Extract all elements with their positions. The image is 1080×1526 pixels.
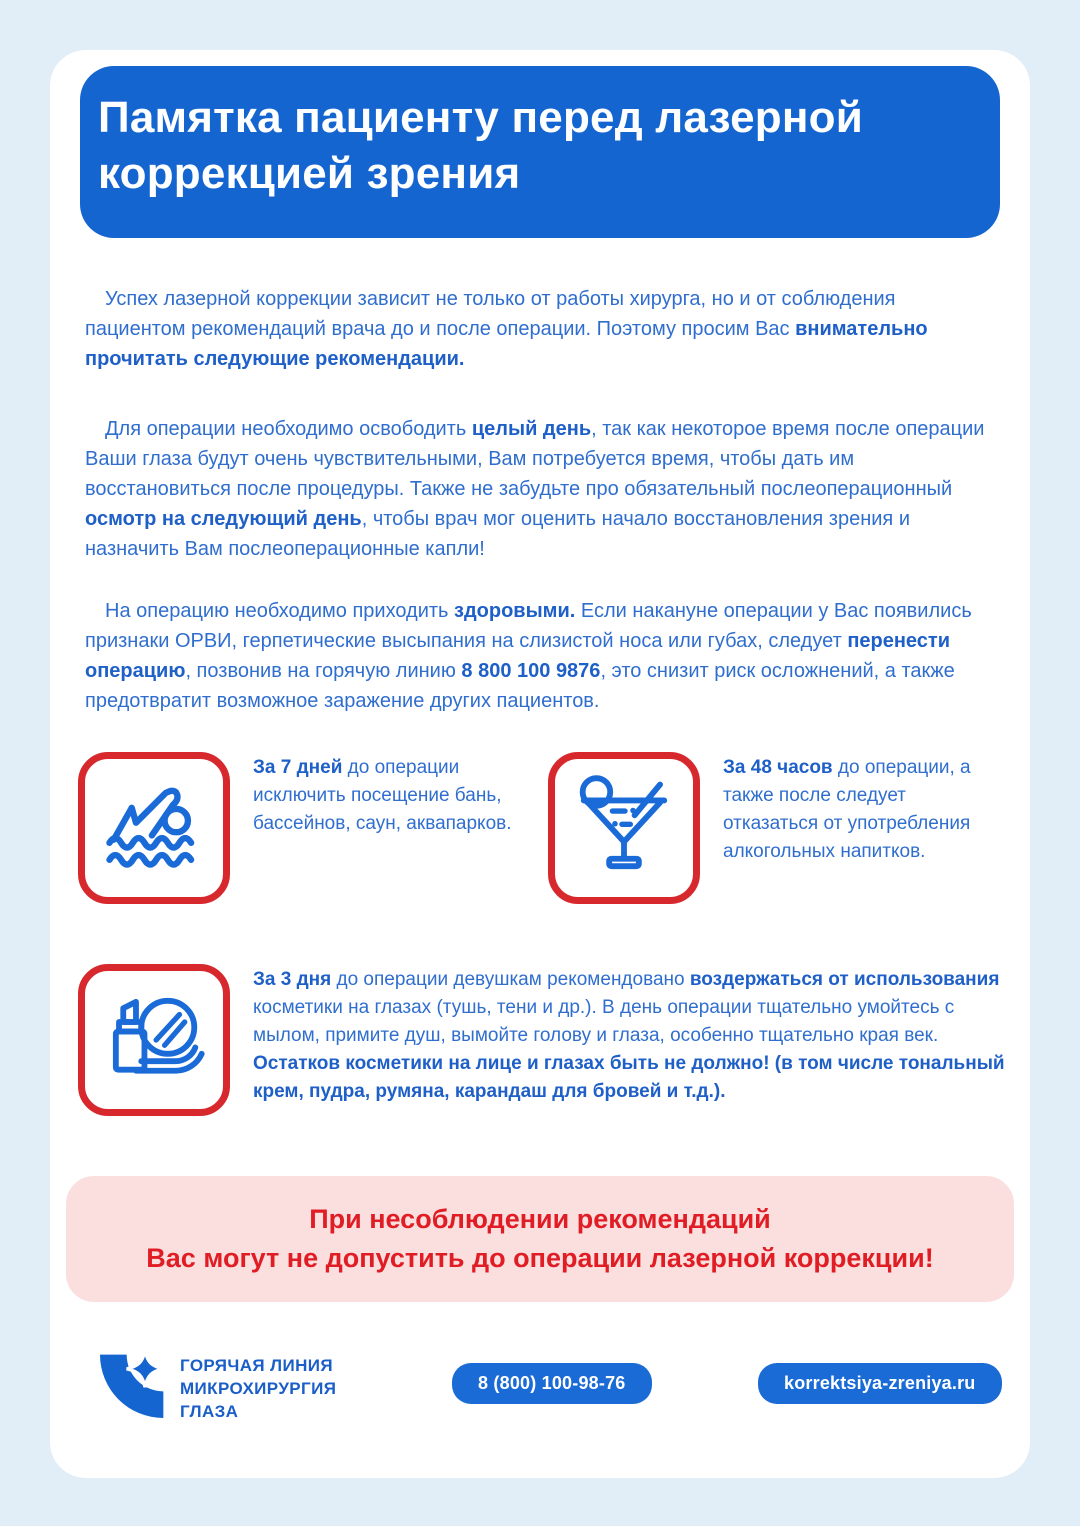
cocktail-icon <box>571 775 677 881</box>
day-off-paragraph: Для операции необходимо освободить целый день, так как некоторое время после операции Ваши глаза будут очень чувствительными, Вам потребуется время, чтобы дать им восстановиться после процедуры. Также не забудьте про обязательный послеоперационный осмотр на следующий день, чтобы врач мог оценить начало восстановления зрения и назначить Вам послеоперационные капли! <box>85 418 985 560</box>
page-title: Памятка пациенту перед лазерной коррекцией зрения <box>98 93 863 198</box>
swimmer-icon <box>101 775 207 881</box>
swimmer-icon-box <box>78 752 230 904</box>
brand <box>90 1346 336 1430</box>
cosmetics-icon-box <box>78 964 230 1116</box>
header-banner <box>80 66 1000 238</box>
warning-text: При несоблюдении рекомендаций Вас могут не допустить до операции лазерной коррекции! <box>146 1204 934 1273</box>
brand-name: ГОРЯЧАЯ ЛИНИЯ МИКРОХИРУРГИЯ ГЛАЗА <box>180 1355 337 1421</box>
rule-caption: За 48 часов до операции, а также после следует отказаться от употребления алкогольных напитков. <box>723 757 971 862</box>
rule-caption: За 3 дня до операции девушкам рекомендовано воздержаться от использования косметики на глазах (тушь, тени и др.). В день операции тщательно умойтесь с мылом, примите душ, вымойте голову и глаза, особенно тщательно края век. Остатков косметики на лице и глазах быть не должно! (в том числе тональный крем, пудра, румяна, карандаш для бровей и т.д.). <box>253 969 1005 1102</box>
cocktail-icon-box <box>548 752 700 904</box>
rule-no-alcohol <box>548 752 991 904</box>
warning-banner <box>66 1176 1014 1302</box>
footer <box>50 1346 1030 1436</box>
rule-no-swimming <box>78 752 548 904</box>
intro-paragraph: Успех лазерной коррекции зависит не только от работы хирурга, но и от соблюдения пациентом рекомендаций врача до и после операции. Поэтому просим Вас внимательно прочитать следующие рекомендации. <box>85 288 928 370</box>
rule-no-cosmetics <box>78 964 1013 1116</box>
hotline-logo-icon <box>90 1346 170 1430</box>
cosmetics-icon <box>101 987 207 1093</box>
health-paragraph: На операцию необходимо приходить здоровыми. Если накануне операции у Вас появились признаки ОРВИ, герпетические высыпания на слизистой носа или губах, следует перенести операцию, позвонив на горячую линию 8 800 100 9876, это снизит риск осложнений, а также предотвратит возможное заражение других пациентов. <box>85 600 972 712</box>
rules-row-2 <box>78 964 1005 1116</box>
phone-button[interactable]: 8 (800) 100-98-76 <box>452 1363 652 1404</box>
rules-row-1 <box>78 752 1002 904</box>
website-button[interactable]: korrektsiya-zreniya.ru <box>758 1363 1002 1404</box>
memo-card <box>50 50 1030 1478</box>
rule-caption: За 7 дней до операции исключить посещение бань, бассейнов, саун, аквапарков. <box>253 757 512 834</box>
